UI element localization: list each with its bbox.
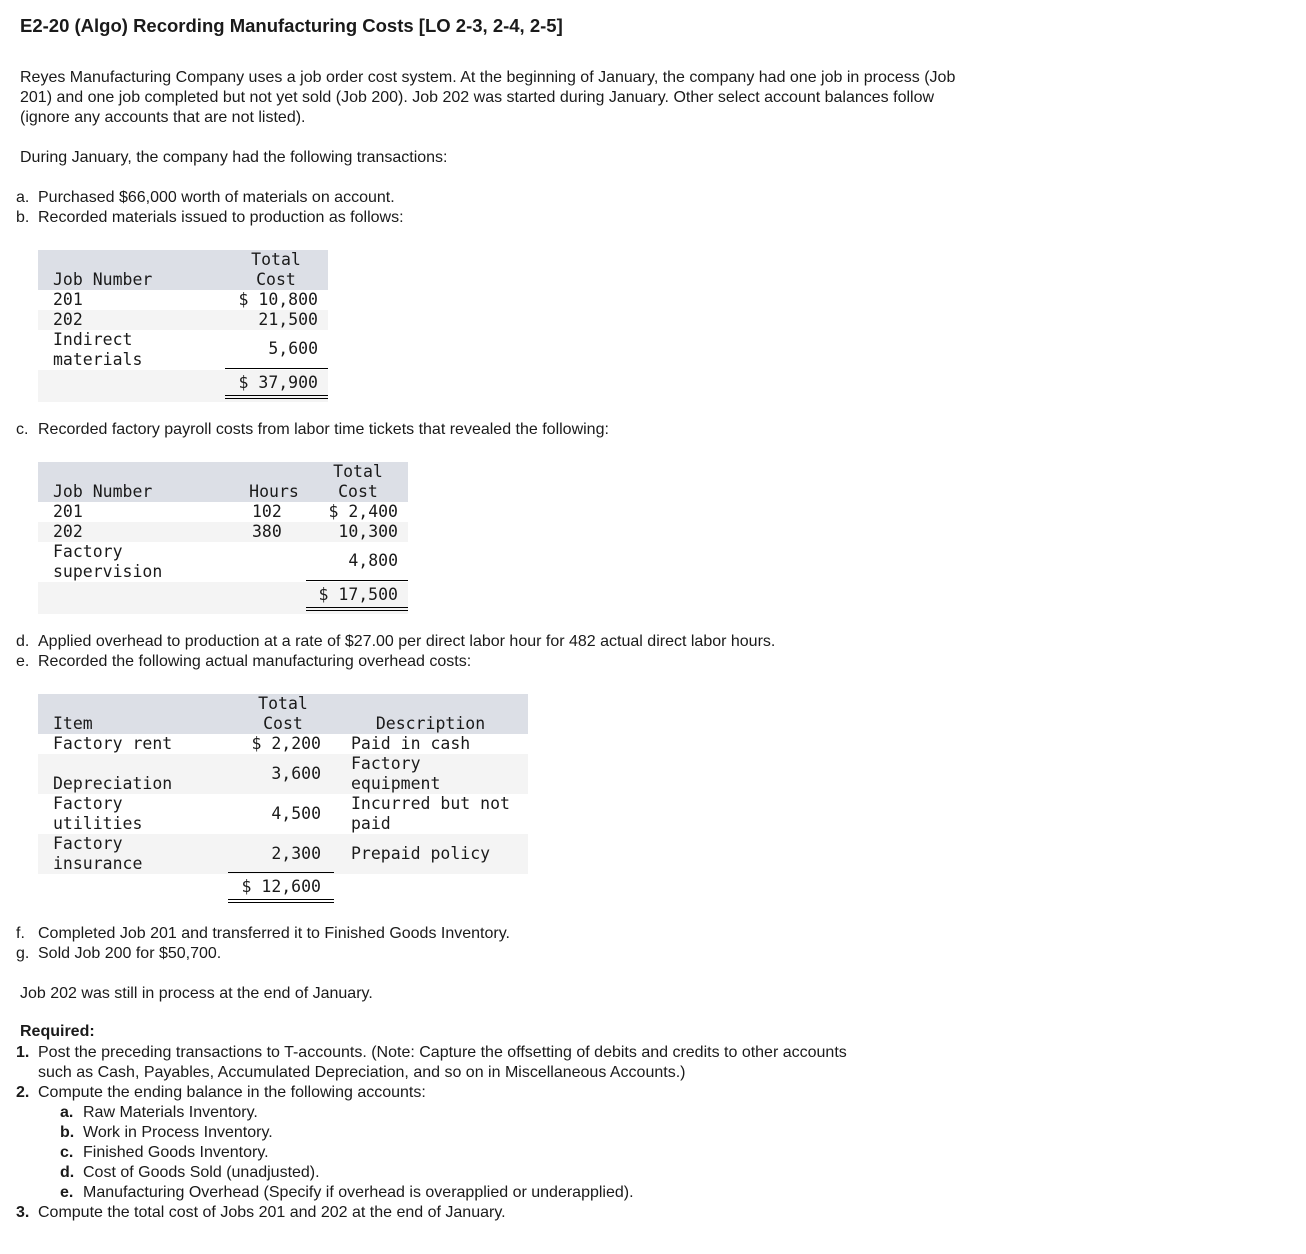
- item-d: [16, 632, 775, 652]
- required-sub-text: Cost of Goods Sold (unadjusted).: [83, 1164, 320, 1181]
- overhead-row-item: Factory: [53, 794, 123, 813]
- required-sub-text: Work in Process Inventory.: [83, 1124, 273, 1141]
- overhead-row-cost: 2,300: [271, 844, 321, 863]
- required-item-1: [16, 1043, 847, 1063]
- labor-row-cost: 4,800: [348, 551, 398, 570]
- item-f: [16, 924, 510, 944]
- materials-table: [38, 250, 328, 402]
- overhead-row-item: Factory rent: [53, 734, 173, 753]
- labor-total: $ 17,500: [318, 585, 398, 604]
- required-sub-c: [60, 1143, 269, 1163]
- overhead-row-cost: $ 2,200: [251, 734, 321, 753]
- overhead-table: [38, 694, 528, 906]
- overhead-row-cost: 4,500: [271, 804, 321, 823]
- labor-row-label: 201: [53, 502, 83, 521]
- overhead-row-desc: Paid in cash: [351, 734, 471, 753]
- required-item-text: Compute the total cost of Jobs 201 and 202 at the end of January.: [38, 1204, 506, 1221]
- item-f-text: Completed Job 201 and transferred it to Finished Goods Inventory.: [38, 925, 510, 942]
- materials-row-cost: 5,600: [268, 339, 318, 358]
- item-g: [16, 944, 221, 964]
- overhead-row-desc: paid: [351, 814, 391, 833]
- item-d-text: Applied overhead to production at a rate of $27.00 per direct labor hour for 482 actual direct labor hours.: [38, 633, 776, 650]
- item-c-letter: c.: [16, 421, 29, 438]
- overhead-row-desc: equipment: [351, 774, 441, 793]
- still-in-process-note: Job 202 was still in process at the end of January.: [20, 985, 373, 1002]
- required-sub-letter: b.: [60, 1124, 75, 1141]
- materials-total: $ 37,900: [238, 373, 318, 392]
- overhead-col-item: Item: [53, 714, 93, 733]
- required-item-3: [16, 1203, 506, 1223]
- item-b-letter: b.: [16, 209, 30, 226]
- required-sub-text: Raw Materials Inventory.: [83, 1104, 258, 1121]
- overhead-row-item: insurance: [53, 854, 143, 873]
- required-item-text: Compute the ending balance in the following accounts:: [38, 1084, 426, 1101]
- required-heading: Required:: [20, 1023, 95, 1040]
- overhead-total: $ 12,600: [241, 877, 321, 896]
- labor-row-label: Factory: [53, 542, 123, 561]
- labor-col-total-2: Cost: [338, 482, 378, 501]
- required-item-2: [16, 1083, 426, 1103]
- overhead-row-item: Depreciation: [53, 774, 173, 793]
- item-a: [16, 188, 395, 208]
- labor-row-cost: 10,300: [338, 522, 398, 541]
- required-sub-letter: a.: [60, 1104, 74, 1121]
- labor-row-label: 202: [53, 522, 83, 541]
- materials-row-label: materials: [53, 350, 143, 369]
- page-title: E2-20 (Algo) Recording Manufacturing Costs [LO 2-3, 2-4, 2-5]: [20, 15, 563, 36]
- item-c-text: Recorded factory payroll costs from labor time tickets that revealed the following:: [38, 421, 609, 438]
- overhead-col-total-2: Cost: [263, 714, 303, 733]
- labor-col-hours: Hours: [249, 482, 299, 501]
- labor-table: [38, 462, 408, 614]
- overhead-row-desc: Incurred but not: [351, 794, 510, 813]
- item-e-text: Recorded the following actual manufacturing overhead costs:: [38, 653, 472, 670]
- overhead-col-description: Description: [375, 714, 486, 733]
- required-sub-text: Finished Goods Inventory.: [83, 1144, 269, 1161]
- overhead-row-item: Factory: [53, 834, 123, 853]
- intro-paragraph: Reyes Manufacturing Company uses a job order cost system. At the beginning of January, the company had one job in process (Job 201) and one job completed but not yet sold (Job 200). Job 202 was started during January. Other select account balances follow (ignore any accounts that are not listed).: [20, 69, 956, 126]
- item-a-letter: a.: [16, 189, 30, 206]
- materials-col-job-number: Job Number: [53, 270, 153, 289]
- item-e: [16, 652, 471, 672]
- item-g-text: Sold Job 200 for $50,700.: [38, 945, 222, 962]
- required-sub-b: [60, 1123, 273, 1143]
- required-item-1-continued: such as Cash, Payables, Accumulated Depreciation, and so on in Miscellaneous Accounts.): [38, 1064, 686, 1081]
- required-sub-text: Manufacturing Overhead (Specify if overhead is overapplied or underapplied).: [83, 1184, 634, 1201]
- labor-row-label: supervision: [53, 562, 163, 581]
- item-g-letter: g.: [16, 945, 30, 962]
- overhead-row-desc: Prepaid policy: [351, 844, 491, 863]
- materials-col-total-2: Cost: [256, 270, 296, 289]
- required-sub-d: [60, 1163, 320, 1183]
- item-c: [16, 420, 609, 440]
- labor-row-hours: 380: [252, 522, 282, 541]
- overhead-row-cost: 3,600: [271, 764, 321, 783]
- labor-col-job-number: Job Number: [53, 482, 153, 501]
- item-f-letter: f.: [16, 925, 25, 942]
- required-sub-letter: d.: [60, 1164, 75, 1181]
- item-b: [16, 208, 404, 228]
- required-sub-e: [60, 1183, 634, 1203]
- item-b-text: Recorded materials issued to production as follows:: [38, 209, 404, 226]
- labor-col-total-1: Total: [333, 462, 383, 481]
- materials-row-cost: $ 10,800: [238, 290, 318, 309]
- item-d-letter: d.: [16, 633, 30, 650]
- materials-row-label: Indirect: [53, 330, 133, 349]
- labor-row-hours: 102: [252, 502, 282, 521]
- materials-row-cost: 21,500: [258, 310, 318, 329]
- required-item-number: 1.: [16, 1044, 30, 1061]
- labor-row-cost: $ 2,400: [328, 502, 398, 521]
- required-item-number: 2.: [16, 1084, 30, 1101]
- overhead-row-desc: Factory: [351, 754, 421, 773]
- item-e-letter: e.: [16, 653, 30, 670]
- required-item-text: Post the preceding transactions to T-accounts. (Note: Capture the offsetting of debits and credits to other accounts: [38, 1044, 847, 1061]
- required-sub-letter: c.: [60, 1144, 74, 1161]
- transactions-intro: During January, the company had the following transactions:: [20, 149, 448, 166]
- required-sub-a: [60, 1103, 258, 1123]
- required-item-number: 3.: [16, 1204, 30, 1221]
- materials-col-total-1: Total: [251, 250, 301, 269]
- overhead-col-total-1: Total: [258, 694, 308, 713]
- materials-row-label: 202: [53, 310, 83, 329]
- materials-row-label: 201: [53, 290, 83, 309]
- required-sub-letter: e.: [60, 1184, 74, 1201]
- overhead-row-item: utilities: [53, 814, 143, 833]
- item-a-text: Purchased $66,000 worth of materials on account.: [38, 189, 395, 206]
